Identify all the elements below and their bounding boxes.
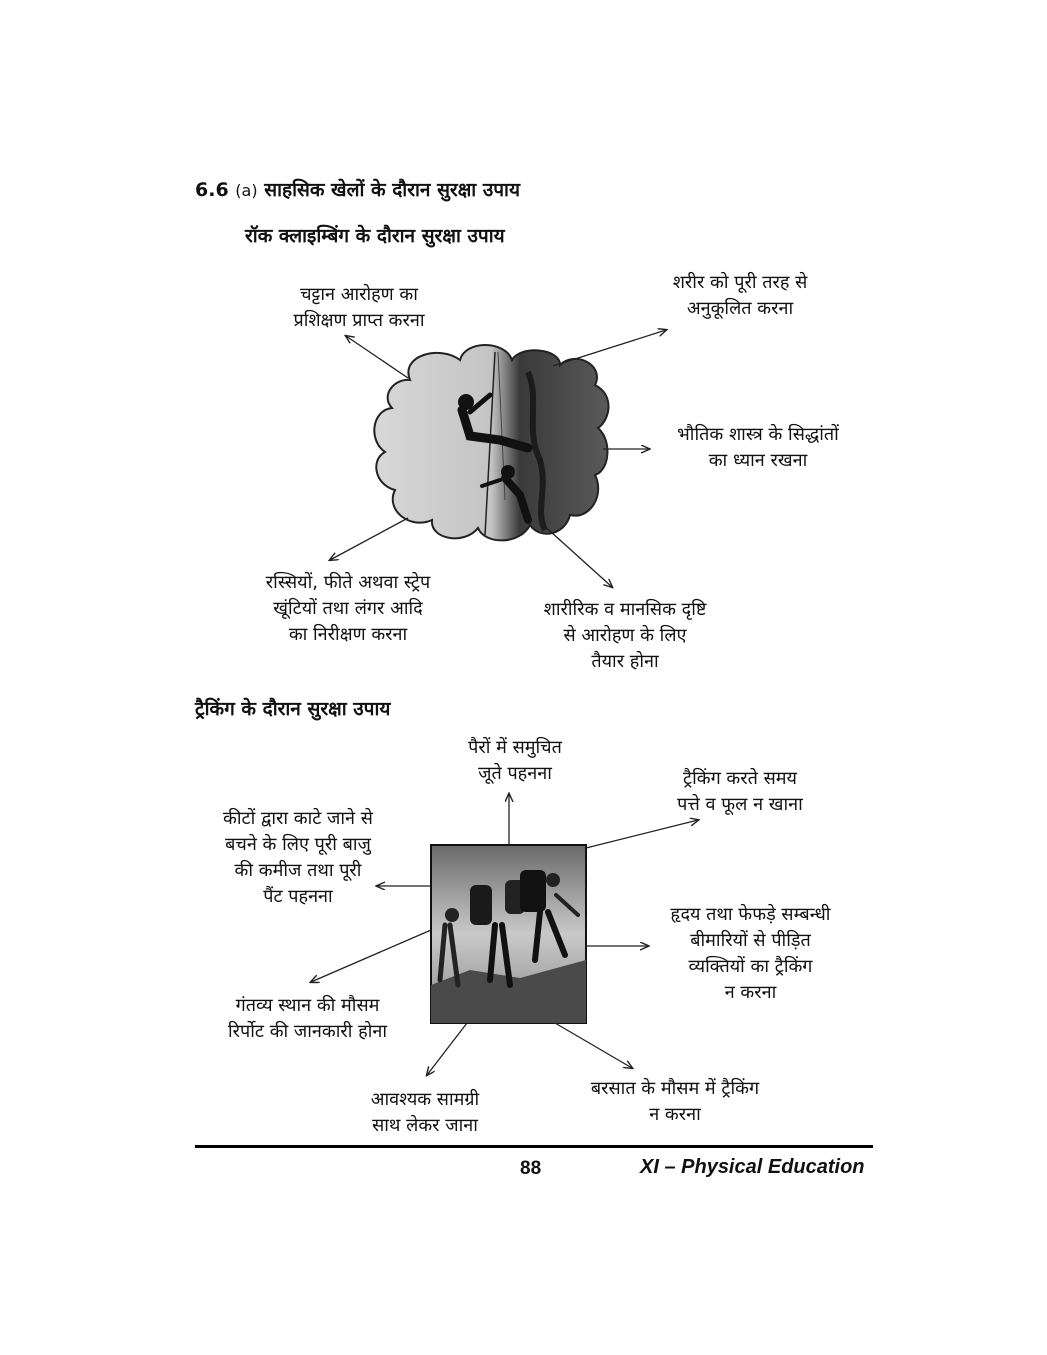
rock-label-physics: भौतिक शास्त्र के सिद्धांतों का ध्यान रखना xyxy=(677,424,839,471)
rock-label-preparation: शारीरिक व मानसिक दृष्टि से आरोहण के लिए तैयार होना xyxy=(543,599,707,672)
rock-label-training: चट्टान आरोहण का प्रशिक्षण प्राप्त करना xyxy=(293,284,425,331)
trek-label-shoes: पैरों में समुचित जूते पहनना xyxy=(468,737,562,784)
trek-label-rain: बरसात के मौसम में ट्रैकिंग न करना xyxy=(590,1078,760,1125)
footer-rule xyxy=(195,1145,873,1148)
trek-label-clothing: कीटों द्वारा काटे जाने से बचने के लिए पूरी बाजु की कमीज तथा पूरी पैंट पहनना xyxy=(223,808,373,907)
trek-label-leaves: ट्रैकिंग करते समय पत्ते व फूल न खाना xyxy=(677,768,803,815)
trek-label-weather: गंतव्य स्थान की मौसम रिर्पोट की जानकारी होना xyxy=(227,995,388,1042)
section-title: साहसिक खेलों के दौरान सुरक्षा उपाय xyxy=(264,179,520,201)
section-number: 6.6 xyxy=(195,179,229,201)
rock-climbing-photo xyxy=(374,345,608,540)
section-marker: (a) xyxy=(235,181,258,200)
trek-label-supplies: आवश्यक सामग्री साथ लेकर जाना xyxy=(370,1089,480,1136)
book-title: XI – Physical Education xyxy=(640,1156,865,1178)
trekking-photo xyxy=(431,845,586,1023)
rock-climbing-title: रॉक क्लाइम्बिंग के दौरान सुरक्षा उपाय xyxy=(245,225,505,247)
trek-label-heart: हृदय तथा फेफड़े सम्बन्धी बीमारियों से पीड़ित व्यक्तियों का ट्रैकिंग न करना xyxy=(670,904,831,1003)
trekking-title: ट्रैकिंग के दौरान सुरक्षा उपाय xyxy=(195,698,391,720)
page-number: 88 xyxy=(520,1158,542,1179)
rock-label-inspection: रस्सियों, फीते अथवा स्ट्रेप खूंटियों तथा लंगर आदि का निरीक्षण करना xyxy=(265,572,431,645)
rock-label-body-adapt: शरीर को पूरी तरह से अनुकूलित करना xyxy=(672,272,808,319)
